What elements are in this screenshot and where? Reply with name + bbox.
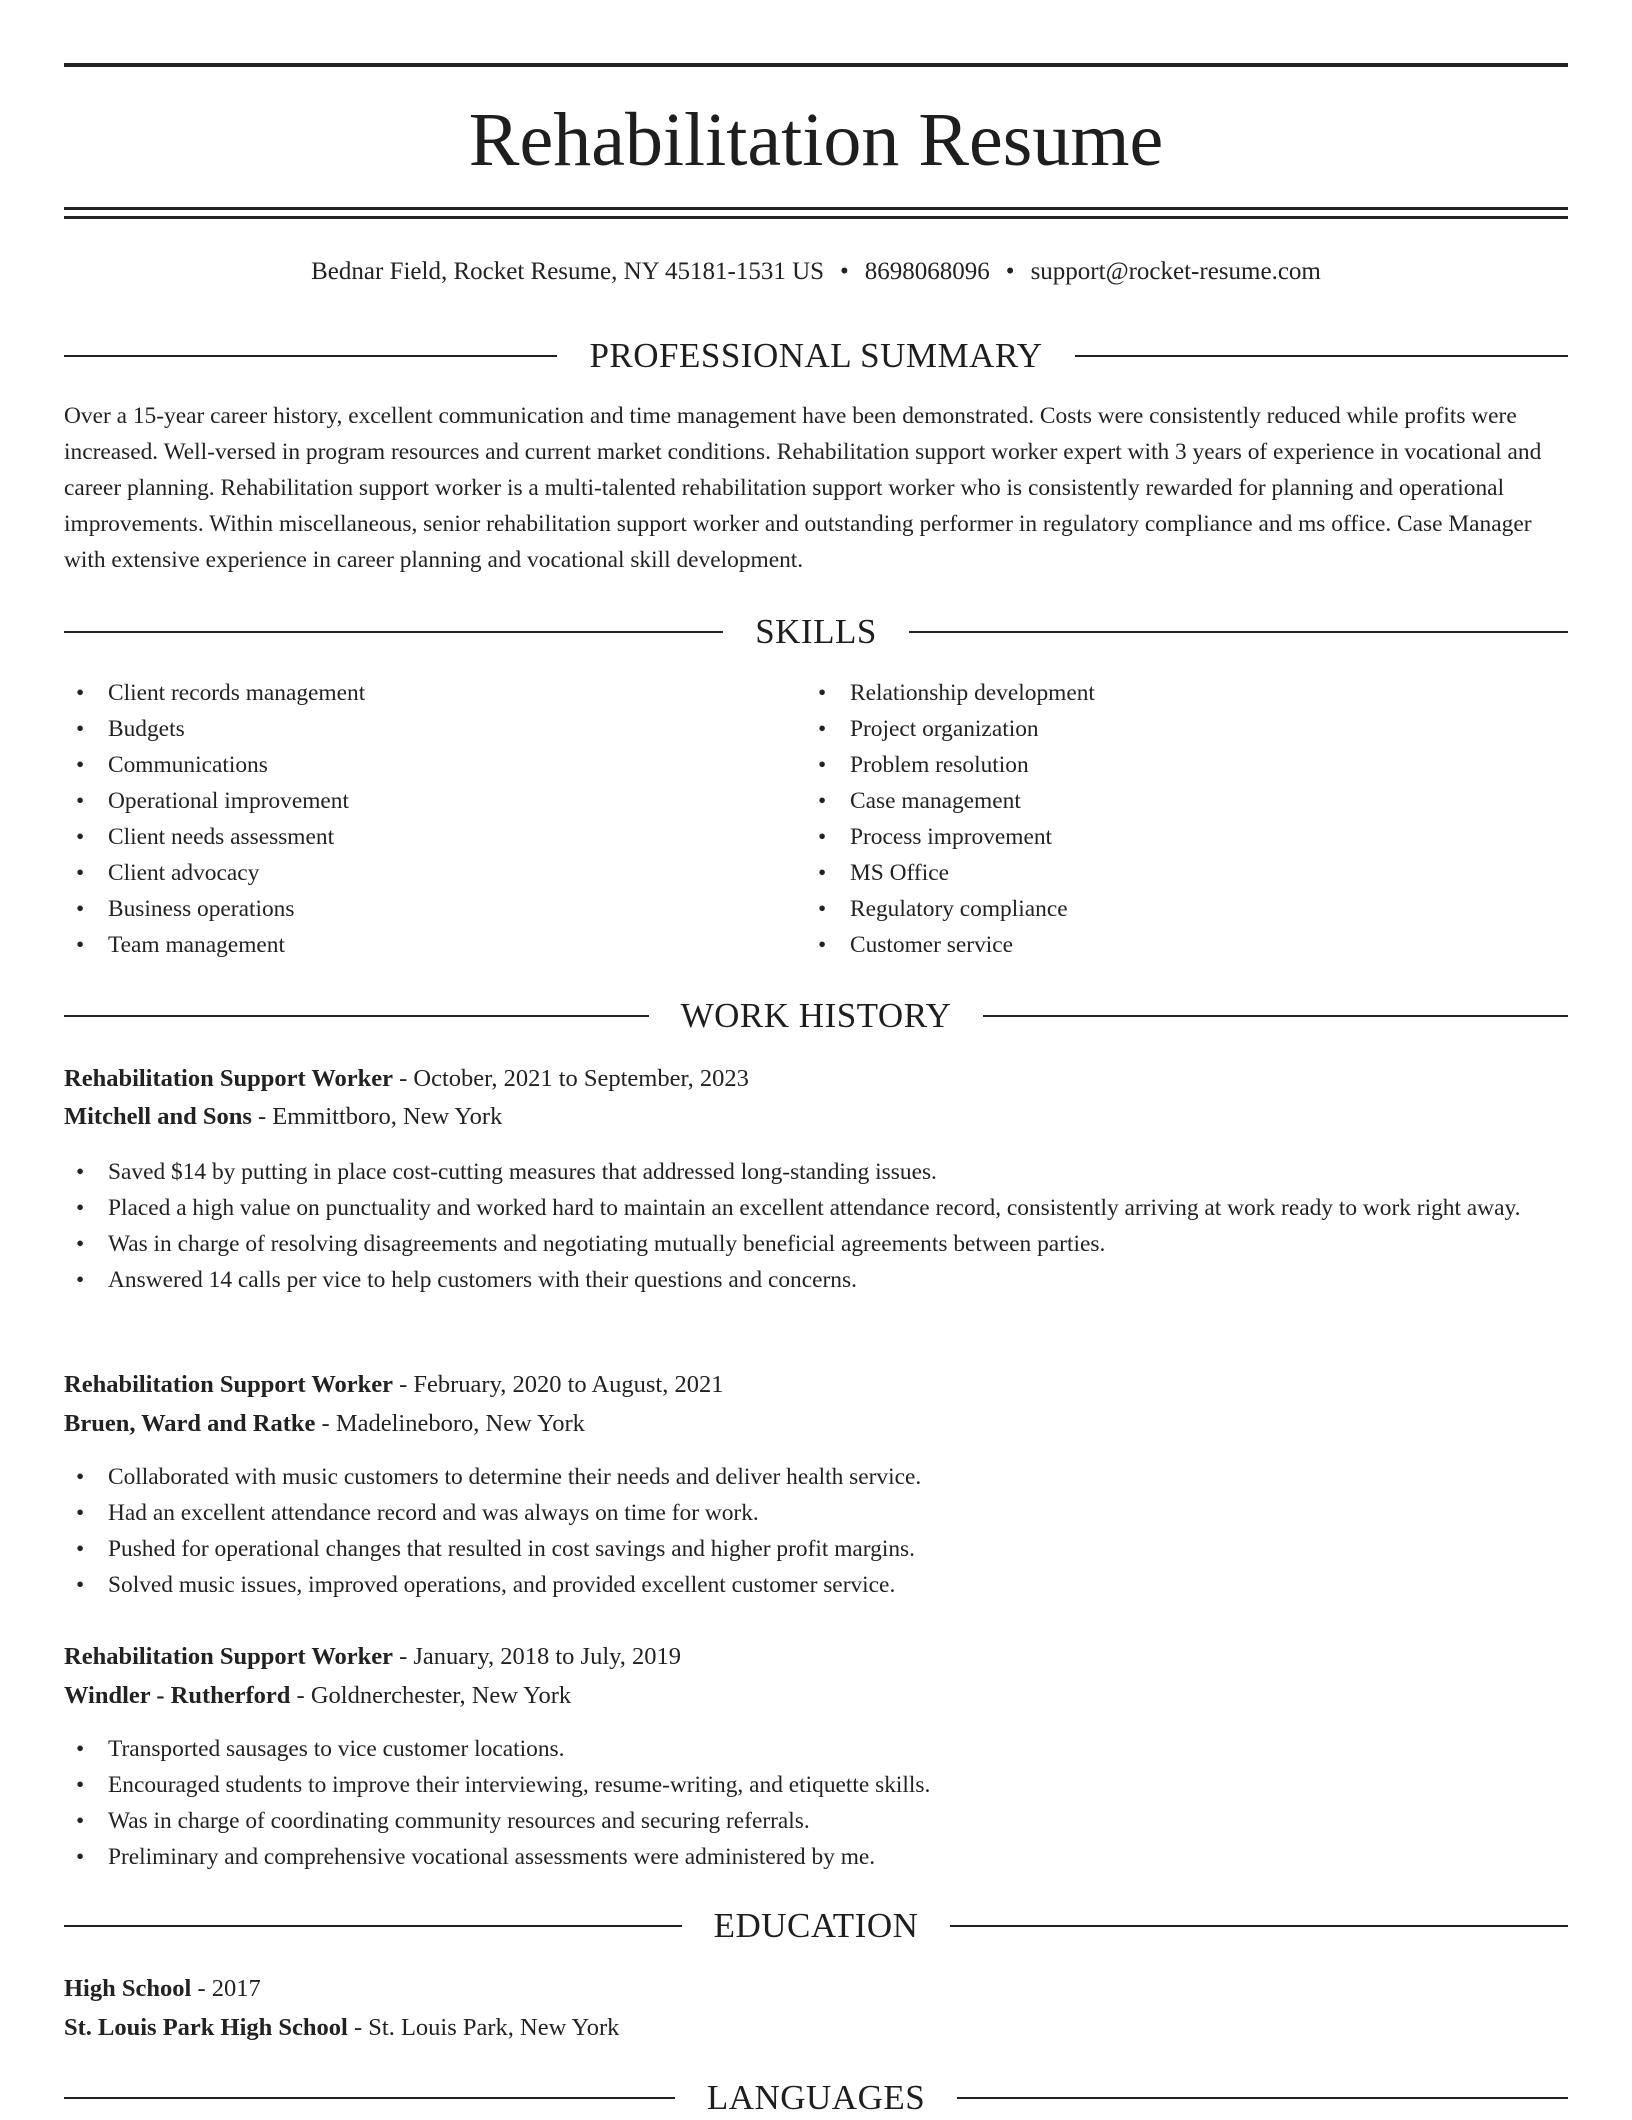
skill-item: • Process improvement [806, 819, 1546, 855]
section-heading-work-history [64, 994, 1568, 1038]
job-bullet: • Encouraged students to improve their interviewing, resume-writing, and etiquette skills. [64, 1767, 1568, 1803]
job-bullet: • Answered 14 calls per vice to help customers with their questions and concerns. [64, 1262, 1568, 1298]
job-bullet: • Preliminary and comprehensive vocational assessments were administered by me. [64, 1839, 1568, 1875]
skill-item: • Regulatory compliance [806, 891, 1546, 927]
job-dates: - January, 2018 to July, 2019 [392, 1643, 682, 1670]
skill-item: • Communications [64, 747, 804, 783]
heading-rule [64, 355, 557, 357]
section-title: SKILLS [755, 612, 877, 651]
skills-list-right [806, 675, 1546, 963]
job-location: - Goldnerchester, New York [290, 1682, 572, 1709]
skill-item: • Relationship development [806, 675, 1546, 711]
skill-item: • Case management [806, 783, 1546, 819]
job-location: - Madelineboro, New York [315, 1410, 585, 1437]
heading-rule [64, 631, 723, 633]
skills-list-left [64, 675, 804, 963]
heading-rule [64, 1015, 649, 1017]
contact-separator: • [840, 258, 849, 285]
contact-address: Bednar Field, Rocket Resume, NY 45181-1531 US [311, 258, 825, 285]
job-title-line [64, 1638, 681, 1676]
job-title: Rehabilitation Support Worker [64, 1643, 393, 1670]
education-school: St. Louis Park High School [64, 2014, 348, 2041]
skill-item: • Business operations [64, 891, 804, 927]
contact-phone: 8698068096 [864, 258, 990, 285]
job-company-line [64, 1098, 502, 1136]
skill-item: • Client needs assessment [64, 819, 804, 855]
top-rule [64, 63, 1568, 67]
job-dates: - February, 2020 to August, 2021 [392, 1371, 724, 1398]
job-bullet: • Transported sausages to vice customer locations. [64, 1731, 1568, 1767]
skill-item: • Project organization [806, 711, 1546, 747]
section-title: WORK HISTORY [680, 996, 952, 1035]
job-title-line [64, 1366, 723, 1404]
heading-rule [64, 2097, 675, 2099]
section-title: LANGUAGES [706, 2078, 926, 2117]
job-bullet: • Placed a high value on punctuality and worked hard to maintain an excellent attendance record, consistently arriving at work ready to work right away. [64, 1190, 1568, 1226]
contact-line [64, 252, 1568, 292]
job-bullet: • Was in charge of resolving disagreements and negotiating mutually beneficial agreements between parties. [64, 1226, 1568, 1262]
job-bullets [64, 1459, 1568, 1603]
job-bullet: • Solved music issues, improved operations, and provided excellent customer service. [64, 1567, 1568, 1603]
education-location: - St. Louis Park, New York [347, 2014, 620, 2041]
job-dates: - October, 2021 to September, 2023 [392, 1065, 749, 1092]
skill-item: • Budgets [64, 711, 804, 747]
section-heading-languages [64, 2076, 1568, 2120]
heading-rule [909, 631, 1568, 633]
contact-separator: • [1005, 258, 1015, 285]
title-rule-lower [64, 216, 1568, 219]
skill-item: • Problem resolution [806, 747, 1546, 783]
job-bullets [64, 1154, 1568, 1298]
skill-item: • Client advocacy [64, 855, 804, 891]
job-bullets [64, 1731, 1568, 1875]
skill-item: • Client records management [64, 675, 804, 711]
job-company: Mitchell and Sons [64, 1103, 252, 1130]
skill-item: • Customer service [806, 927, 1546, 963]
job-company: Bruen, Ward and Ratke [64, 1410, 316, 1437]
job-company-line [64, 1677, 571, 1715]
job-company-line [64, 1405, 585, 1443]
contact-email: support@rocket-resume.com [1030, 258, 1321, 285]
skill-item: • Team management [64, 927, 804, 963]
title-rule-upper [64, 207, 1568, 210]
section-heading-summary [64, 334, 1568, 378]
education-degree-line [64, 1970, 261, 2008]
education-school-line [64, 2009, 619, 2047]
job-bullet: • Had an excellent attendance record and was always on time for work. [64, 1495, 1568, 1531]
heading-rule [957, 2097, 1568, 2099]
resume-title: Rehabilitation Resume [468, 98, 1164, 182]
skill-item: • MS Office [806, 855, 1546, 891]
job-company: Windler - Rutherford [64, 1682, 291, 1709]
job-bullet: • Pushed for operational changes that resulted in cost savings and higher profit margins. [64, 1531, 1568, 1567]
job-location: - Emmittboro, New York [251, 1103, 503, 1130]
job-title: Rehabilitation Support Worker [64, 1065, 393, 1092]
heading-rule [64, 1925, 682, 1927]
job-title-line [64, 1060, 749, 1098]
job-bullet: • Was in charge of coordinating community resources and securing referrals. [64, 1803, 1568, 1839]
section-title: EDUCATION [713, 1906, 919, 1945]
job-title: Rehabilitation Support Worker [64, 1371, 393, 1398]
summary-paragraph: Over a 15-year career history, excellent communication and time management have been demonstrated. Costs were consistently reduced while profits were increased. Well-versed in program resources and current market conditions. Rehabilitation support worker expert with 3 years of experience in vocational and career planning. Rehabilitation support worker is a multi-talented rehabilitation support worker who is consistently rewarded for planning and operational improvements. Within miscellaneous, senior rehabilitation support worker and outstanding performer in regulatory compliance and ms office. Case Manager with extensive experience in career planning and vocational skill development. [64, 403, 1542, 573]
section-heading-skills [64, 610, 1568, 654]
heading-rule [950, 1925, 1568, 1927]
heading-rule [983, 1015, 1568, 1017]
skill-item: • Operational improvement [64, 783, 804, 819]
job-bullet: • Collaborated with music customers to determine their needs and deliver health service. [64, 1459, 1568, 1495]
education-year: - 2017 [191, 1975, 261, 2002]
job-bullet: • Saved $14 by putting in place cost-cutting measures that addressed long-standing issues. [64, 1154, 1568, 1190]
heading-rule [1075, 355, 1568, 357]
education-degree: High School [64, 1975, 192, 2002]
section-title: PROFESSIONAL SUMMARY [589, 336, 1043, 375]
section-heading-education [64, 1904, 1568, 1948]
